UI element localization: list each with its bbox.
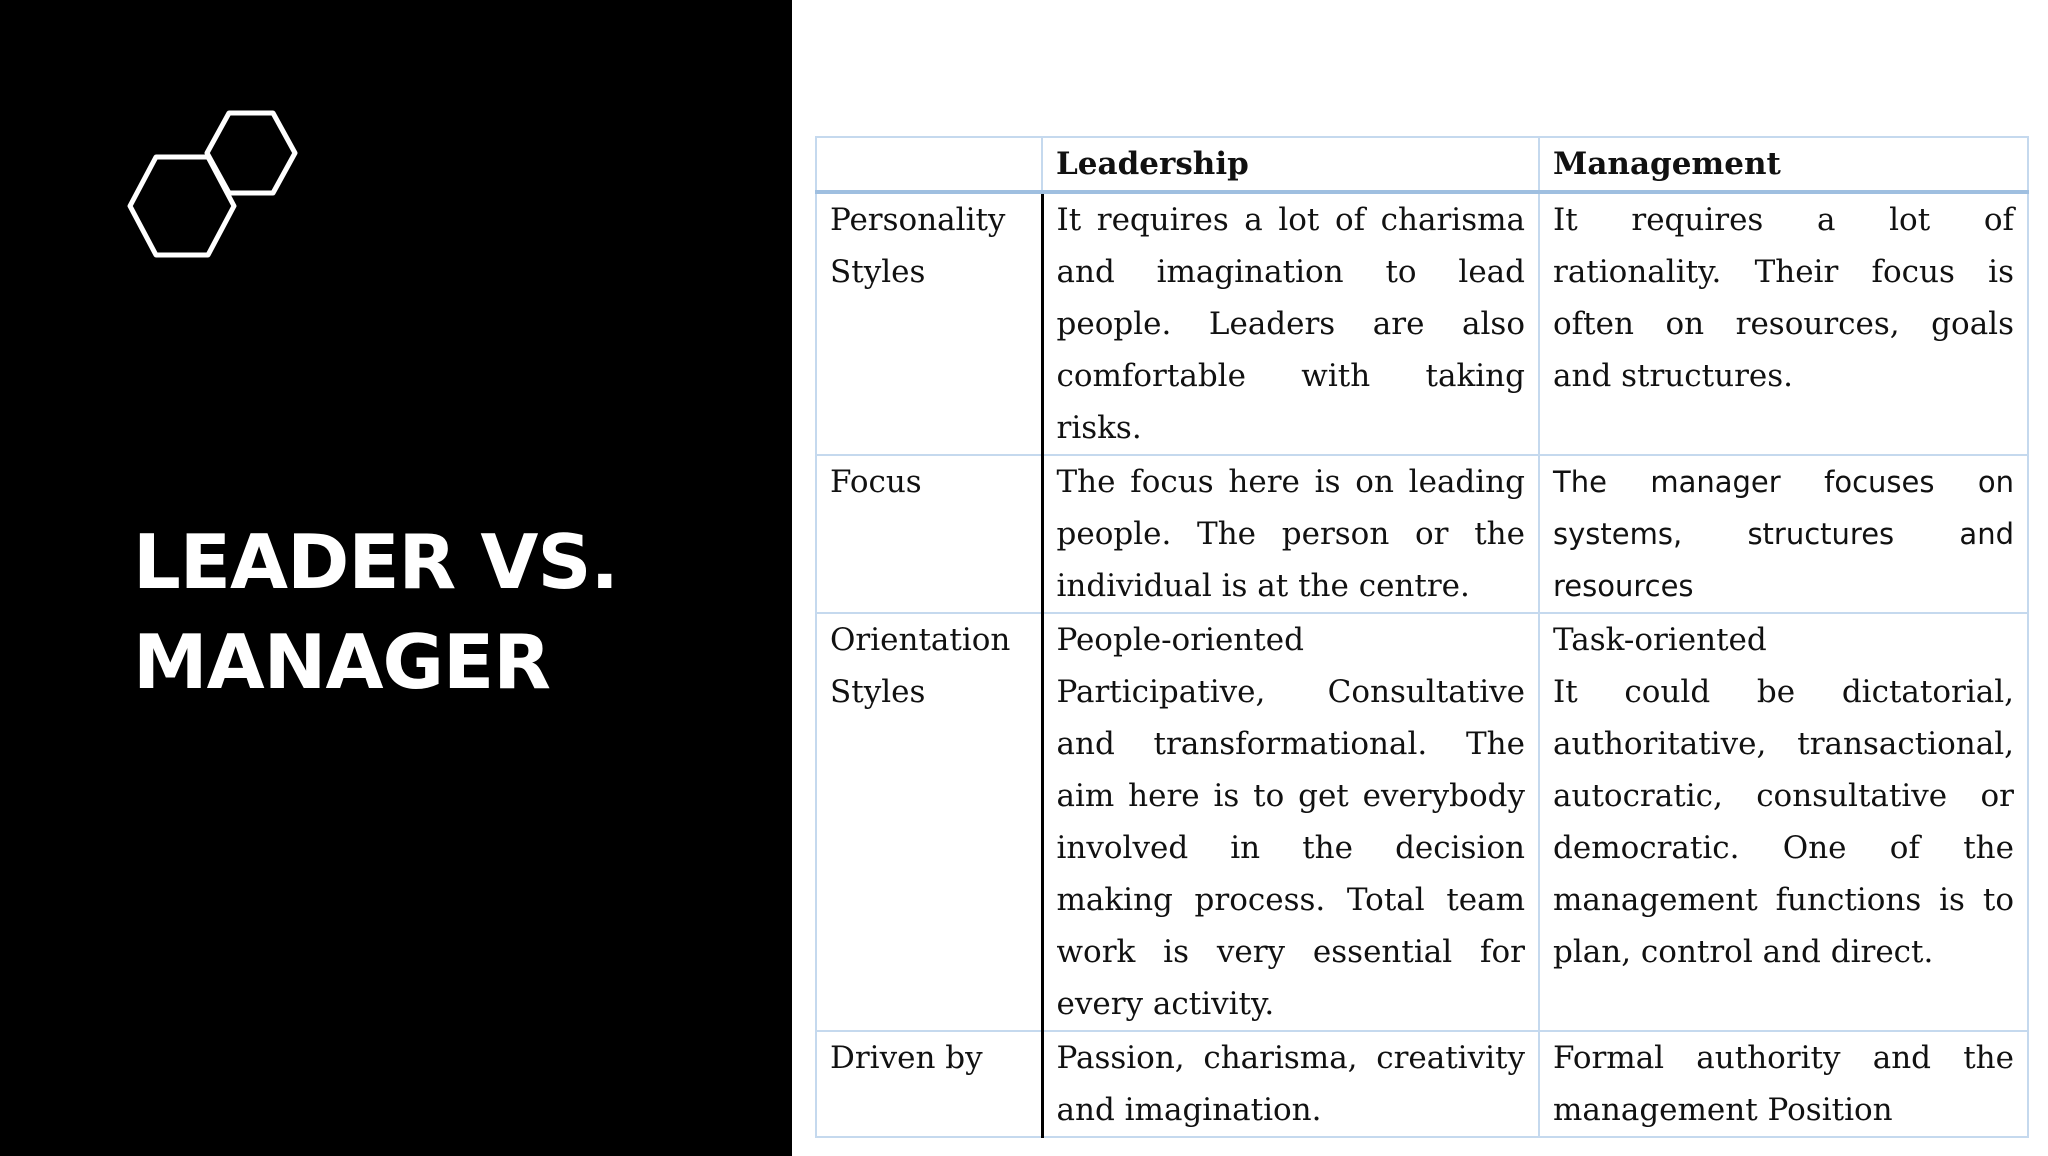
row-label: Orientation Styles bbox=[816, 613, 1042, 1031]
leadership-cell: Passion, charisma, creativity and imagination. bbox=[1042, 1031, 1539, 1137]
table-row bbox=[816, 455, 2028, 613]
management-cell: Formal authority and the management Position bbox=[1539, 1031, 2028, 1137]
table-row bbox=[816, 613, 2028, 1031]
row-label: Personality Styles bbox=[816, 192, 1042, 455]
table-row bbox=[816, 192, 2028, 455]
header-cell-empty bbox=[816, 137, 1042, 192]
leadership-cell-heading: People-oriented bbox=[1056, 622, 1304, 658]
header-cell-management: Management bbox=[1539, 137, 2028, 192]
table-row bbox=[816, 1031, 2028, 1137]
hexagon-large-shape bbox=[130, 157, 234, 255]
title-panel bbox=[0, 0, 792, 1156]
row-label: Focus bbox=[816, 455, 1042, 613]
management-cell bbox=[1539, 613, 2028, 1031]
hexagon-pair-icon bbox=[126, 110, 326, 265]
slide-title bbox=[133, 512, 753, 712]
row-label: Driven by bbox=[816, 1031, 1042, 1137]
comparison-table-image bbox=[815, 136, 2027, 1128]
leadership-cell-text: Participative, Consultative and transformational. The aim here is to get everybody involved in the decision making process. Total team work is very essential for every activity. bbox=[1056, 674, 1525, 1022]
title-line-1: LEADER VS. bbox=[133, 518, 618, 606]
header-cell-leadership: Leadership bbox=[1042, 137, 1539, 192]
management-cell: The manager focuses on systems, structures and resources bbox=[1539, 455, 2028, 613]
leadership-cell bbox=[1042, 613, 1539, 1031]
management-cell-heading: Task-oriented bbox=[1553, 622, 1767, 658]
table-header-row bbox=[816, 137, 2028, 192]
title-line-2: MANAGER bbox=[133, 618, 551, 706]
management-cell: It requires a lot of rationality. Their focus is often on resources, goals and structures. bbox=[1539, 192, 2028, 455]
management-cell-text: It could be dictatorial, authoritative, transactional, autocratic, consultative or democratic. One of the management functions is to plan, control and direct. bbox=[1553, 674, 2014, 970]
leadership-cell: It requires a lot of charisma and imagination to lead people. Leaders are also comfortable with taking risks. bbox=[1042, 192, 1539, 455]
leadership-cell: The focus here is on leading people. The person or the individual is at the centre. bbox=[1042, 455, 1539, 613]
comparison-table bbox=[815, 136, 2029, 1138]
